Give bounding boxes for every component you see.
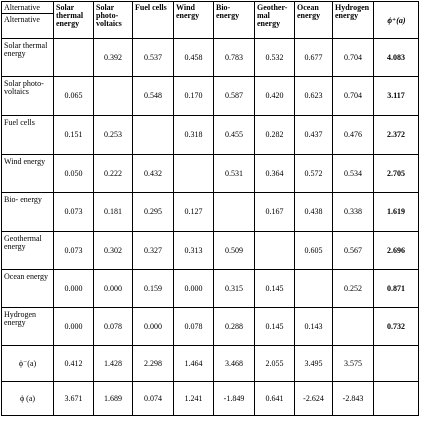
table-cell xyxy=(54,39,94,77)
table-cell: 0.295 xyxy=(133,193,174,232)
table-cell: 0.548 xyxy=(133,77,174,116)
table-cell: 0.641 xyxy=(255,382,295,416)
table-cell: 0.458 xyxy=(174,39,214,77)
table-cell: 0.605 xyxy=(295,232,333,270)
table-cell: 0.364 xyxy=(255,155,295,193)
phi-plus-cell: 1.619 xyxy=(374,193,419,232)
table-cell xyxy=(255,232,295,270)
table-cell: 1.464 xyxy=(174,346,214,382)
table-cell: 0.078 xyxy=(174,308,214,346)
phi-plus-cell: 0.732 xyxy=(374,308,419,346)
table-cell: 0.318 xyxy=(174,116,214,155)
table-cell: 2.055 xyxy=(255,346,295,382)
table-cell: 0.000 xyxy=(94,270,133,308)
table-cell: 1.689 xyxy=(94,382,133,416)
column-header: Wind energy xyxy=(174,2,214,39)
table-cell: 0.145 xyxy=(255,270,295,308)
column-header: Ocean energy xyxy=(295,2,333,39)
table-cell: 0.455 xyxy=(214,116,255,155)
table-cell: 0.704 xyxy=(333,77,374,116)
table-cell xyxy=(133,116,174,155)
table-row xyxy=(2,308,419,346)
table-cell: 0.302 xyxy=(94,232,133,270)
table-cell: 0.392 xyxy=(94,39,133,77)
phi-row xyxy=(2,382,419,416)
phi-plus-cell: 2.696 xyxy=(374,232,419,270)
column-header: Bio- energy xyxy=(214,2,255,39)
table-cell: 0.420 xyxy=(255,77,295,116)
table-cell: 2.298 xyxy=(133,346,174,382)
table-cell: 0.065 xyxy=(54,77,94,116)
phi-plus-cell: 2.372 xyxy=(374,116,419,155)
table-container xyxy=(1,1,419,416)
column-header: Fuel cells xyxy=(133,2,174,39)
table-cell: 0.073 xyxy=(54,232,94,270)
table-cell: 0.167 xyxy=(255,193,295,232)
phi-plus-header: ϕ⁺(a) xyxy=(374,2,419,39)
table-cell: 0.572 xyxy=(295,155,333,193)
table-cell: 0.282 xyxy=(255,116,295,155)
table-cell: 0.534 xyxy=(333,155,374,193)
preference-flow-table xyxy=(1,1,419,416)
column-header: Geother- mal energy xyxy=(255,2,295,39)
phi-plus-cell: 4.083 xyxy=(374,39,419,77)
row-label: Wind energy xyxy=(2,155,54,193)
phi-plus-cell: 3.117 xyxy=(374,77,419,116)
table-cell: 1.428 xyxy=(94,346,133,382)
row-label: Geothermal energy xyxy=(2,232,54,270)
table-cell: 0.000 xyxy=(174,270,214,308)
phi-plus-cell xyxy=(374,346,419,382)
table-row xyxy=(2,77,419,116)
table-cell: 0.000 xyxy=(54,308,94,346)
column-header: Hydrogen energy xyxy=(333,2,374,39)
row-label: Fuel cells xyxy=(2,116,54,155)
table-cell xyxy=(333,308,374,346)
table-cell: 0.181 xyxy=(94,193,133,232)
table-cell: 0.170 xyxy=(174,77,214,116)
column-header: Solar thermal energy xyxy=(54,2,94,39)
table-cell: -2.624 xyxy=(295,382,333,416)
table-cell: 0.078 xyxy=(94,308,133,346)
table-cell xyxy=(94,77,133,116)
table-cell: -2.843 xyxy=(333,382,374,416)
table-cell: 0.677 xyxy=(295,39,333,77)
table-cell: 0.338 xyxy=(333,193,374,232)
table-cell: 3.671 xyxy=(54,382,94,416)
row-label: Solar thermal energy xyxy=(2,39,54,77)
table-cell: 0.327 xyxy=(133,232,174,270)
table-cell: 0.000 xyxy=(133,308,174,346)
table-cell: 0.127 xyxy=(174,193,214,232)
table-cell: 0.531 xyxy=(214,155,255,193)
row-label: Bio- energy xyxy=(2,193,54,232)
table-cell: 0.073 xyxy=(54,193,94,232)
column-header: Solar photo- voltaics xyxy=(94,2,133,39)
table-row xyxy=(2,39,419,77)
table-cell: 1.241 xyxy=(174,382,214,416)
table-cell: 0.532 xyxy=(255,39,295,77)
row-label: Hydrogen energy xyxy=(2,308,54,346)
table-row xyxy=(2,193,419,232)
table-row xyxy=(2,270,419,308)
table-cell xyxy=(295,270,333,308)
table-row xyxy=(2,116,419,155)
row-label: ϕ (a) xyxy=(2,382,54,416)
header-row xyxy=(2,2,419,39)
phi-minus-row xyxy=(2,346,419,382)
row-label: ϕ⁻(a) xyxy=(2,346,54,382)
table-cell xyxy=(174,155,214,193)
table-cell: 0.074 xyxy=(133,382,174,416)
table-cell: 0.151 xyxy=(54,116,94,155)
table-cell: -1.849 xyxy=(214,382,255,416)
table-cell: 0.412 xyxy=(54,346,94,382)
table-cell: 0.509 xyxy=(214,232,255,270)
table-cell: 3.468 xyxy=(214,346,255,382)
phi-plus-cell xyxy=(374,382,419,416)
table-cell: 0.567 xyxy=(333,232,374,270)
table-cell xyxy=(214,193,255,232)
table-cell: 0.438 xyxy=(295,193,333,232)
table-cell: 0.288 xyxy=(214,308,255,346)
corner-label-bottom: Alternative xyxy=(2,13,53,25)
table-cell: 0.587 xyxy=(214,77,255,116)
phi-plus-cell: 2.705 xyxy=(374,155,419,193)
table-row xyxy=(2,155,419,193)
table-row xyxy=(2,232,419,270)
table-cell: 3.575 xyxy=(333,346,374,382)
phi-plus-cell: 0.871 xyxy=(374,270,419,308)
table-cell: 0.432 xyxy=(133,155,174,193)
table-cell: 0.704 xyxy=(333,39,374,77)
table-cell: 0.437 xyxy=(295,116,333,155)
table-cell: 0.222 xyxy=(94,155,133,193)
table-cell: 0.623 xyxy=(295,77,333,116)
corner-label-top: Alternative xyxy=(4,3,40,12)
table-cell: 3.495 xyxy=(295,346,333,382)
table-cell: 0.315 xyxy=(214,270,255,308)
table-cell: 0.253 xyxy=(94,116,133,155)
table-cell: 0.252 xyxy=(333,270,374,308)
table-cell: 0.783 xyxy=(214,39,255,77)
table-cell: 0.050 xyxy=(54,155,94,193)
table-cell: 0.159 xyxy=(133,270,174,308)
table-cell: 0.537 xyxy=(133,39,174,77)
corner-header xyxy=(2,2,54,39)
table-cell: 0.476 xyxy=(333,116,374,155)
table-cell: 0.145 xyxy=(255,308,295,346)
row-label: Solar photo- voltaics xyxy=(2,77,54,116)
row-label: Ocean energy xyxy=(2,270,54,308)
table-cell: 0.000 xyxy=(54,270,94,308)
table-cell: 0.143 xyxy=(295,308,333,346)
table-cell: 0.313 xyxy=(174,232,214,270)
